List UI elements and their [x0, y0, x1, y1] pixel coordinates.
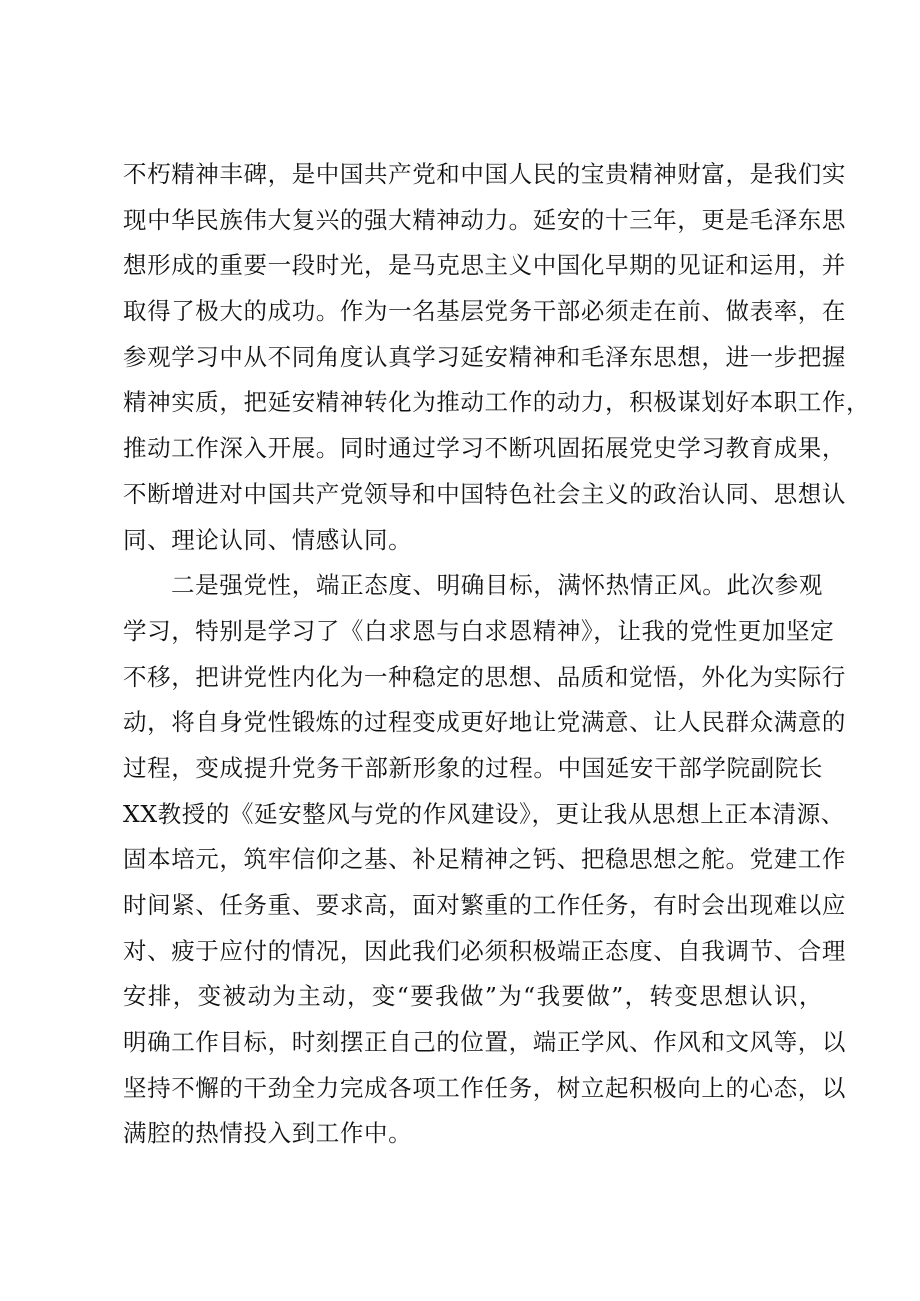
- text-line: 不朽精神丰碑，是中国共产党和中国人民的宝贵精神财富，是我们实: [123, 160, 846, 188]
- text-line: 明确工作目标，时刻摆正自己的位置，端正学风、作风和文风等，以: [123, 1028, 846, 1057]
- text-line: 时间紧、任务重、要求高，面对繁重的工作任务，有时会出现难以应: [123, 891, 846, 919]
- text-line: 现中华民族伟大复兴的强大精神动力。延安的十三年，更是毛泽东思: [123, 205, 846, 234]
- text-line: 对、疲于应付的情况，因此我们必须积极端正态度、自我调节、合理: [123, 936, 846, 965]
- text-line: 不断增进对中国共产党领导和中国特色社会主义的政治认同、思想认: [123, 479, 846, 508]
- text-line: 推动工作深入开展。同时通过学习不断巩固拓展党史学习教育成果，: [123, 434, 846, 463]
- text-line: 同、理论认同、情感认同。: [123, 525, 413, 554]
- paragraph-2: [123, 563, 846, 1157]
- paragraph-1: [123, 152, 871, 563]
- text-line: 取得了极大的成功。作为一名基层党务干部必须走在前、做表率，在: [123, 297, 846, 326]
- text-line: 过程，变成提升党务干部新形象的过程。中国延安干部学院副院长: [123, 753, 823, 782]
- text-line: XX教授的《延安整风与党的作风建设》，更让我从思想上正本清源、: [123, 799, 845, 828]
- text-line: 想形成的重要一段时光，是马克思主义中国化早期的见证和运用，并: [123, 251, 846, 280]
- text-line: 动，将自身党性锻炼的过程变成更好地让党满意、让人民群众满意的: [123, 708, 846, 737]
- text-line: 学习，特别是学习了《白求恩与白求恩精神》，让我的党性更加坚定: [123, 616, 835, 645]
- text-line: 二是强党性，端正态度、明确目标，满怀热情正风。此次参观: [171, 571, 823, 600]
- text-line: 不移，把讲党性内化为一种稳定的思想、品质和觉悟，外化为实际行: [123, 662, 846, 691]
- text-line: 精神实质，把延安精神转化为推动工作的动力，积极谋划好本职工作，: [123, 388, 871, 417]
- text-line: 参观学习中从不同角度认真学习延安精神和毛泽东思想，进一步把握: [123, 342, 846, 371]
- text-line: 安排，变被动为主动，变“要我做”为“我要做”，转变思想认识，: [123, 982, 823, 1011]
- body-text: [123, 152, 871, 1157]
- text-line: 满腔的热情投入到工作中。: [123, 1119, 413, 1148]
- text-line: 坚持不懈的干劲全力完成各项工作任务，树立起积极向上的心态，以: [123, 1073, 846, 1102]
- text-line: 固本培元，筑牢信仰之基、补足精神之钙、把稳思想之舵。党建工作: [123, 845, 846, 874]
